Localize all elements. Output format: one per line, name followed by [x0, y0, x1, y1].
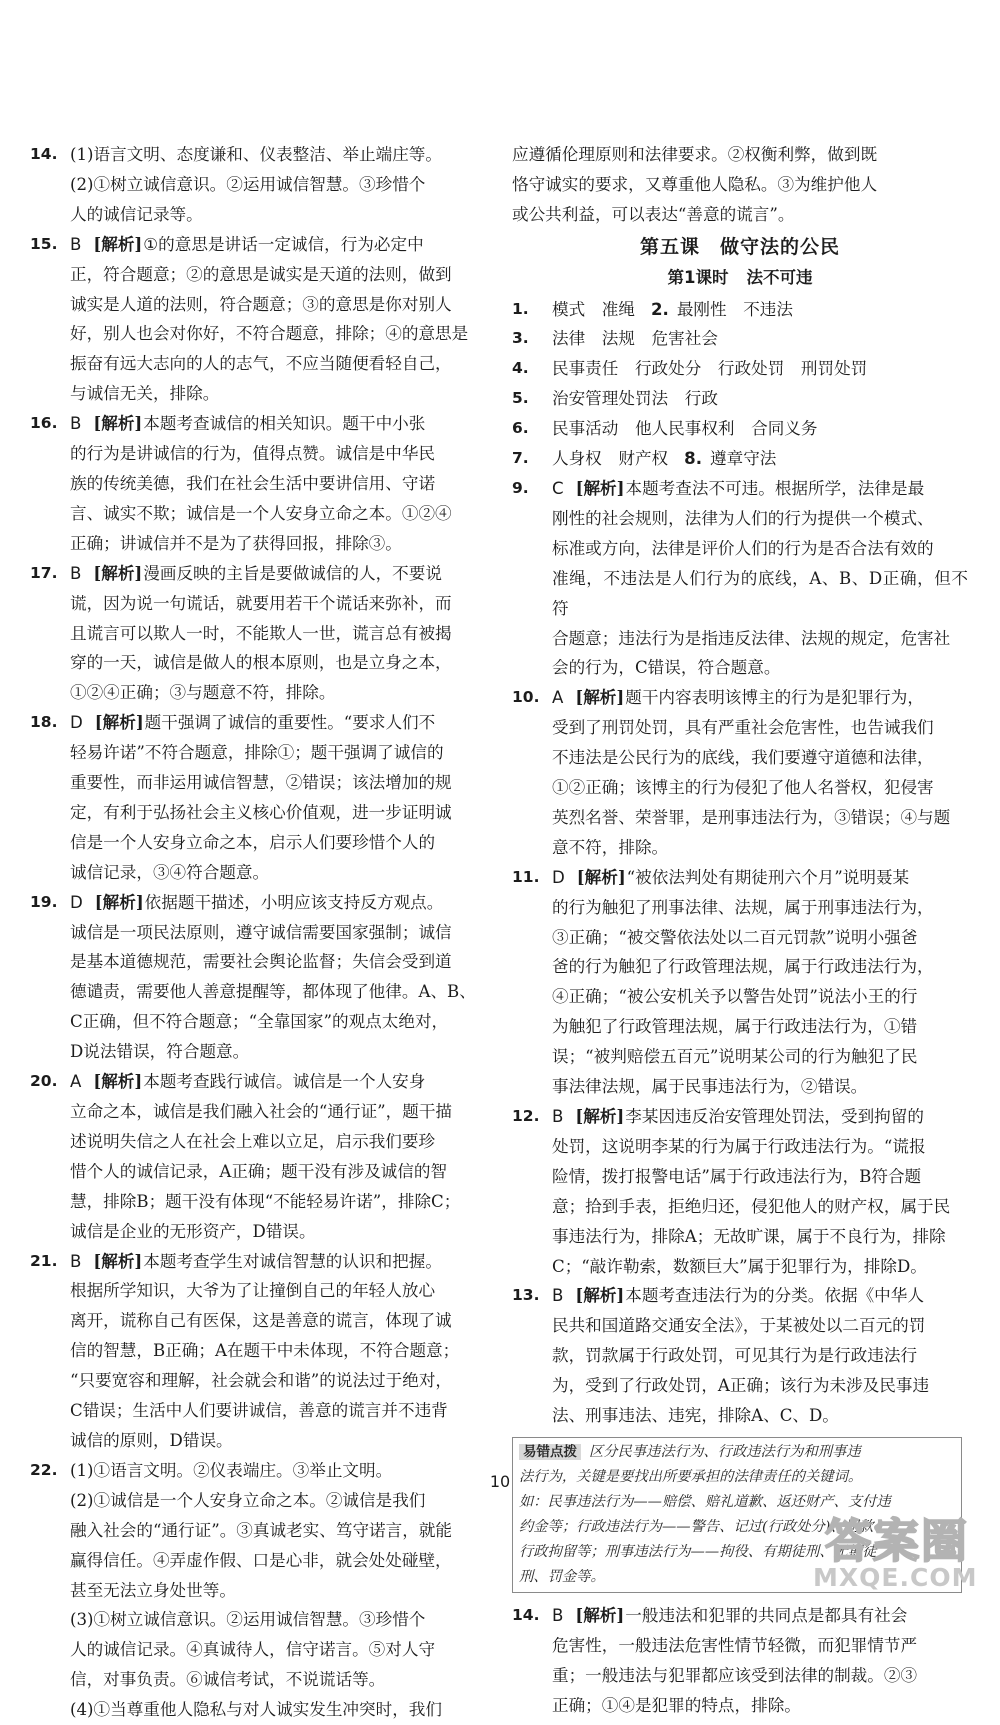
answer-line	[552, 1281, 968, 1311]
item-number: 4.	[512, 359, 529, 378]
answer-line	[70, 469, 485, 499]
short-answer-text: 民事活动 他人民事权利 合同义务	[552, 419, 818, 439]
answer-line	[70, 1635, 485, 1665]
analysis-tag: [解析]	[94, 712, 144, 733]
answer-line	[552, 1042, 968, 1072]
answer-text: 不违法是公民行为的底线，我们要遵守道德和法律，	[552, 748, 934, 768]
item-number: 13.	[512, 1286, 540, 1305]
answer-line	[552, 1401, 968, 1431]
item-number: 17.	[30, 563, 58, 582]
answer-text: 诚实是人道的法则，符合题意；③的意思是你对别人	[70, 294, 452, 314]
answer-line	[552, 982, 968, 1012]
answer-text: 题干内容表明该博主的行为是犯罪行为，	[625, 688, 924, 708]
answer-item	[30, 230, 485, 409]
answer-line	[70, 918, 485, 948]
answer-line	[70, 529, 485, 559]
answer-line	[70, 290, 485, 320]
answer-item	[512, 683, 968, 862]
answer-text: 定，有利于弘扬社会主义核心价值观，进一步证明诚	[70, 802, 452, 822]
answer-item	[30, 708, 485, 887]
answer-text: 款，罚款属于行政处罚，可见其行为是行政违法行	[552, 1346, 918, 1366]
answer-line	[70, 170, 485, 200]
answer-text: D说法错误，符合题意。	[70, 1042, 250, 1062]
continuation-line: 恪守诚实的要求，又尊重他人隐私。③为维护他人	[512, 174, 878, 194]
answer-line	[70, 230, 485, 260]
answer-line	[552, 1371, 968, 1401]
answer-line	[552, 743, 968, 773]
answer-item	[30, 559, 485, 709]
answer-item	[30, 140, 485, 230]
answer-line	[70, 1067, 485, 1097]
item-number: 3.	[512, 329, 529, 348]
answer-text: 述说明失信之人在社会上难以立足，启示我们要珍	[70, 1131, 436, 1151]
answer-text: 一般违法和犯罪的共同点是都具有社会	[625, 1605, 908, 1625]
answer-text: 谎，因为说一句谎话，就要用若干个谎话来弥补，而	[70, 593, 452, 613]
tip-line	[519, 1440, 955, 1465]
answer-text: 漫画反映的主旨是要做诚信的人，不要说	[143, 563, 442, 583]
answer-line	[70, 888, 485, 918]
answer-text: 诚信的原则，D错误。	[70, 1430, 233, 1450]
analysis-tag: [解析]	[93, 1071, 143, 1092]
lesson-title: 第五课 做守法的公民	[639, 235, 840, 258]
answer-text: 好，别人也会对你好，不符合题意，排除；④的意思是	[70, 324, 469, 344]
answer-text: (2)①树立诚信意识。②运用诚信智慧。③珍惜个	[70, 174, 426, 194]
answer-choice: B	[70, 1251, 82, 1271]
answer-line	[70, 768, 485, 798]
answer-text: “被依法判处有期徒刑六个月”说明聂某	[626, 867, 910, 887]
answer-text: 受到了刑罚处罚，具有严重社会危害性，也告诫我们	[552, 718, 934, 738]
short-answer-text: 遵章守法	[710, 449, 777, 469]
continuation-line: 或公共利益，可以表达“善意的谎言”。	[512, 204, 795, 224]
answer-text: 刚性的社会规则，法律为人们的行为提供一个模式、	[552, 508, 934, 528]
answer-line	[70, 828, 485, 858]
answer-line	[552, 1162, 968, 1192]
answer-line	[552, 683, 968, 713]
answer-choice: B	[70, 414, 82, 434]
answer-text: C；“敲诈勒索，数额巨大”属于犯罪行为，排除D。	[552, 1256, 927, 1276]
answer-text: 意；拾到手表，拒绝归还，侵犯他人的财产权，属于民	[552, 1196, 951, 1216]
answer-text: C错误；生活中人们要讲诚信，善意的谎言并不违背	[70, 1401, 448, 1421]
right-last-answer	[512, 1601, 968, 1721]
answer-line	[70, 798, 485, 828]
answer-text: 立命之本，诚信是我们融入社会的“通行证”，题干描	[70, 1102, 453, 1121]
period-heading	[512, 263, 968, 293]
short-answer-text: 治安管理处罚法 行政	[552, 389, 718, 409]
answer-text: 事法律法规，属于民事违法行为，②错误。	[552, 1077, 868, 1097]
item-number: 2.	[650, 299, 669, 319]
answer-item	[30, 409, 485, 559]
answer-line	[70, 140, 485, 170]
answer-line	[70, 589, 485, 619]
answer-text: ①②正确；该博主的行为侵犯了他人名誉权，犯侵害	[552, 778, 934, 798]
answer-line	[552, 1072, 968, 1102]
item-number: 11.	[512, 867, 540, 886]
answer-line	[70, 379, 485, 409]
answer-text: 会的行为，C错误，符合题意。	[552, 658, 781, 678]
answer-text: 诚信是企业的无形资产，D错误。	[70, 1221, 316, 1241]
answer-text: 标准或方向，法律是评价人们的行为是否合法有效的	[552, 538, 934, 558]
answer-choice: B	[70, 234, 82, 254]
answer-text: 正确；讲诚信并不是为了获得回报，排除③。	[70, 533, 402, 553]
answer-line	[552, 564, 968, 624]
answer-text: 诚信记录，③④符合题意。	[70, 862, 270, 882]
answer-line	[70, 1426, 485, 1456]
answer-text: 甚至无法立身处世等。	[70, 1580, 236, 1600]
answer-text: 爸的行为触犯了行政管理法规，属于行政违法行为，	[552, 957, 934, 977]
answer-line	[70, 1276, 485, 1306]
answer-text: 为触犯了行政管理法规，属于行政违法行为，①错	[552, 1017, 918, 1037]
analysis-tag: [解析]	[93, 413, 143, 434]
answer-text: (3)①树立诚信意识。②运用诚信智慧。③珍惜个	[70, 1610, 426, 1630]
short-answer-row	[512, 295, 968, 325]
item-number: 8.	[684, 449, 703, 469]
answer-text: 的行为是讲诚信的行为，值得点赞。诚信是中华民	[70, 444, 436, 464]
answer-line	[70, 1665, 485, 1695]
answer-item	[512, 1601, 968, 1721]
answer-text: 正确；①④是犯罪的特点，排除。	[552, 1695, 801, 1715]
answer-line	[70, 409, 485, 439]
answer-line	[552, 504, 968, 534]
answer-item	[512, 1281, 968, 1431]
answer-text: 且谎言可以欺人一时，不能欺人一世，谎言总有被揭	[70, 623, 452, 643]
analysis-tag: [解析]	[575, 477, 625, 498]
answer-text: 险情，拨打报警电话”属于行政违法行为，B符合题	[552, 1166, 922, 1186]
answer-text: ①的意思是讲话一定诚信，行为必定中	[143, 234, 424, 254]
answer-text: ③正确；“被交警依法处以二百元罚款”说明小强爸	[552, 927, 918, 947]
answer-text: 信是一个人安身立命之本，启示人们要珍惜个人的	[70, 832, 436, 852]
short-answer-row	[512, 324, 968, 354]
watermark-url: MXQE.COM	[813, 1563, 978, 1592]
item-number: 16.	[30, 414, 58, 433]
answer-line	[70, 200, 485, 230]
answer-line	[70, 738, 485, 768]
analysis-tag: [解析]	[575, 1604, 625, 1625]
item-number: 15.	[30, 234, 58, 253]
answer-text: 处罚，这说明李某的行为属于行政违法行为。“谎报	[552, 1136, 926, 1156]
answer-text: 的行为触犯了刑事法律、法规，属于刑事违法行为，	[552, 897, 934, 917]
answer-text: 为，受到了行政处罚，A正确；该行为未涉及民事违	[552, 1376, 930, 1396]
answer-choice: B	[552, 1605, 564, 1625]
answer-line	[70, 648, 485, 678]
answer-line	[552, 1661, 968, 1691]
answer-item	[30, 888, 485, 1067]
page-number: 10	[489, 1472, 511, 1491]
item-number: 5.	[512, 389, 529, 408]
tip-text: 法行为，关键是要找出所要承担的法律责任的关键词。	[519, 1468, 863, 1485]
answer-item	[512, 474, 968, 683]
answer-line	[70, 439, 485, 469]
answer-choice: B	[552, 1286, 564, 1306]
short-answer-row	[512, 354, 968, 384]
answer-item	[30, 1247, 485, 1456]
tip-text: 区分民事违法行为、行政违法行为和刑事违	[589, 1443, 861, 1460]
tip-title: 易错点拨	[519, 1444, 581, 1460]
answer-text: 本题考查诚信的相关知识。题干中小张	[143, 414, 426, 434]
item-number: 18.	[30, 713, 58, 732]
answer-line	[70, 1396, 485, 1426]
answer-text: 准绳，不违法是人们行为的底线，A、B、D正确，但不符	[552, 568, 968, 618]
answer-text: C正确，但不符合题意；“全靠国家”的观点太绝对，	[70, 1012, 449, 1032]
answer-line	[70, 1605, 485, 1635]
short-answer-text: 人身权 财产权	[552, 449, 669, 469]
answer-line	[70, 678, 485, 708]
answer-line	[70, 1695, 485, 1725]
answer-choice: C	[552, 478, 564, 498]
answer-line	[70, 1306, 485, 1336]
answer-text: 李某因违反治安管理处罚法，受到拘留的	[625, 1107, 924, 1126]
answer-line	[552, 1192, 968, 1222]
answer-choice: A	[70, 1072, 82, 1092]
tip-text: 约金等；行政违法行为——警告、记过(行政处分)、罚款、	[519, 1518, 888, 1535]
answer-line	[552, 773, 968, 803]
answer-line	[552, 1341, 968, 1371]
analysis-tag: [解析]	[93, 233, 143, 254]
answer-text: 离开，谎称自己有医保，这是善意的谎言，体现了诚	[70, 1311, 452, 1331]
item-number: 22.	[30, 1460, 58, 1479]
answer-text: 法、刑事违法、违宪，排除A、C、D。	[552, 1406, 839, 1426]
answer-line	[552, 1102, 968, 1132]
answer-choice: B	[70, 563, 82, 583]
tip-text: 刑、罚金等。	[519, 1568, 605, 1585]
answer-text: (4)①当尊重他人隐私与对人诚实发生冲突时，我们	[70, 1700, 442, 1720]
answer-line	[70, 1037, 485, 1067]
answer-item	[512, 863, 968, 1102]
answer-text: 依据题干描述，小明应该支持反方观点。	[144, 892, 444, 912]
answer-choice: D	[70, 713, 83, 733]
answer-text: 意不符，排除。	[552, 837, 669, 857]
answer-line	[552, 1252, 968, 1282]
answer-line	[70, 977, 485, 1007]
answer-item	[30, 1456, 485, 1725]
short-answer-text: 民事责任 行政处分 行政处罚 刑罚处罚	[552, 359, 868, 379]
tip-text: 行政拘留等；刑事违法行为——拘役、有期徒刑、无期徒	[519, 1543, 877, 1560]
short-answer-row	[512, 384, 968, 414]
item-number: 21.	[30, 1251, 58, 1270]
answer-line	[70, 1187, 485, 1217]
answer-text: 轻易许诺”不符合题意，排除①；题干强调了诚信的	[70, 743, 444, 763]
item-number: 14.	[30, 145, 58, 163]
answer-line	[70, 1247, 485, 1277]
analysis-tag: [解析]	[94, 891, 144, 912]
answer-line	[552, 863, 968, 893]
item-number: 12.	[512, 1107, 540, 1125]
item-number: 20.	[30, 1072, 58, 1091]
answer-choice: D	[70, 892, 83, 912]
answer-text: (1)①语言文明。②仪表端庄。③举止文明。	[70, 1460, 393, 1480]
item-number: 6.	[512, 419, 529, 438]
answer-line	[70, 319, 485, 349]
period-name: 法不可违	[746, 267, 813, 287]
answer-text: 误；“被判赔偿五百元”说明某公司的行为触犯了民	[552, 1047, 918, 1067]
answer-text: 英烈名誉、荣誉罪，是刑事违法行为，③错误；④与题	[552, 807, 951, 827]
answer-item	[512, 1102, 968, 1281]
answer-line	[552, 1631, 968, 1661]
analysis-tag: [解析]	[575, 687, 625, 708]
answer-line	[70, 1516, 485, 1546]
answer-line	[70, 1336, 485, 1366]
answer-line	[552, 952, 968, 982]
answer-text: 信的智慧，B正确；A在题干中未体现，不符合题意；	[70, 1341, 460, 1361]
period-label: 第1课时	[667, 267, 729, 287]
watermark-logo-mark: 答案圈	[825, 1514, 969, 1568]
answer-line	[70, 947, 485, 977]
analysis-tag: [解析]	[576, 866, 626, 887]
answer-text: 正，符合题意；②的意思是诚实是天道的法则，做到	[70, 264, 452, 284]
answer-text: 本题考查践行诚信。诚信是一个人安身	[143, 1072, 426, 1092]
item-number: 10.	[512, 688, 540, 707]
watermark-logo	[805, 1505, 995, 1595]
answer-text: 民共和国道路交通安全法》，于某被处以二百元的罚	[552, 1316, 926, 1336]
answer-text: 本题考查违法行为的分类。依据《中华人	[625, 1286, 924, 1306]
answer-text: 惜个人的诚信记录，A正确；题干没有涉及诚信的智	[70, 1161, 448, 1181]
item-number: 14.	[512, 1605, 540, 1624]
answer-text: 危害性，一般违法危害性情节轻微，而犯罪情节严	[552, 1635, 918, 1655]
continuation-line: 应遵循伦理原则和法律要求。②权衡利弊，做到既	[512, 145, 878, 164]
answer-text: 人的诚信记录等。	[70, 204, 203, 224]
answer-text: 是基本道德规范，需要社会舆论监督；失信会受到道	[70, 952, 452, 972]
answer-text: 赢得信任。④弄虚作假、口是心非，就会处处碰壁，	[70, 1550, 452, 1570]
answer-line	[70, 260, 485, 290]
answer-line	[70, 1157, 485, 1187]
answer-text: 合题意；违法行为是指违反法律、法规的规定，危害社	[552, 628, 951, 648]
answer-line	[70, 1127, 485, 1157]
short-answer-row	[512, 444, 968, 474]
short-answer-text: 法律 法规 危害社会	[552, 329, 718, 349]
short-answer-row	[512, 414, 968, 444]
answer-text: 本题考查法不可违。根据所学，法律是最	[625, 478, 925, 498]
answer-line	[552, 653, 968, 683]
answer-text: 重要性，而非运用诚信智慧，②错误；该法增加的规	[70, 773, 452, 793]
answer-line	[70, 499, 485, 529]
answer-item	[30, 1067, 485, 1246]
item-number: 19.	[30, 892, 58, 911]
short-answer-text: 模式 准绳	[552, 299, 635, 319]
item-number: 7.	[512, 449, 529, 468]
answer-text: (1)语言文明、态度谦和、仪表整洁、举止端庄等。	[70, 145, 442, 164]
answer-text: 诚信是一项民法原则，遵守诚信需要国家强制；诚信	[70, 922, 452, 942]
analysis-tag: [解析]	[575, 1106, 625, 1126]
answer-line	[552, 1222, 968, 1252]
answer-text: 人的诚信记录。④真诚待人，信守诺言。⑤对人守	[70, 1640, 436, 1660]
answer-text: 与诚信无关，排除。	[70, 384, 220, 404]
answer-line	[70, 1546, 485, 1576]
item-number: 1.	[512, 299, 529, 318]
answer-line	[70, 858, 485, 888]
answer-text: 德谴责，需要他人善意提醒等，都体现了他律。A、B、	[70, 982, 476, 1002]
answer-text: 慧，排除B；题干没有体现“不能轻易许诺”，排除C；	[70, 1191, 461, 1211]
right-answer-list	[512, 474, 968, 1431]
answer-text: 信，对事负责。⑥诚信考试，不说谎话等。	[70, 1670, 386, 1690]
answer-line	[552, 1012, 968, 1042]
answer-line	[552, 893, 968, 923]
answer-line	[70, 1007, 485, 1037]
answer-line	[70, 1576, 485, 1606]
answer-line	[552, 803, 968, 833]
answer-line	[552, 833, 968, 863]
answer-text: 本题考查学生对诚信智慧的认识和把握。	[143, 1251, 442, 1271]
tip-text: 如：民事违法行为——赔偿、赔礼道歉、返还财产、支付违	[519, 1493, 891, 1510]
answer-line	[552, 1691, 968, 1721]
answer-text: 族的传统美德，我们在社会生活中要讲信用、守诺	[70, 473, 436, 493]
answer-line	[552, 1132, 968, 1162]
answer-line	[552, 474, 968, 504]
answer-choice: B	[552, 1107, 564, 1126]
answer-text: ①②④正确；③与题意不符，排除。	[70, 683, 336, 703]
short-answer-text: 最刚性 不违法	[676, 299, 793, 319]
answer-line	[552, 1601, 968, 1631]
answer-line	[552, 534, 968, 564]
answer-text: 融入社会的“通行证”。③真诚老实、笃守诺言，就能	[70, 1520, 453, 1540]
previous-answer-continuation	[512, 140, 968, 230]
analysis-tag: [解析]	[575, 1285, 625, 1306]
answer-text: 根据所学知识，大爷为了让撞倒自己的年轻人放心	[70, 1281, 436, 1301]
answer-text: (2)①诚信是一个人安身立命之本。②诚信是我们	[70, 1490, 426, 1510]
answer-line	[552, 624, 968, 654]
answer-line	[70, 1217, 485, 1247]
answer-line	[70, 349, 485, 379]
answer-text: 振奋有远大志向的人的志气，不应当随便看轻自己，	[70, 354, 452, 374]
answer-text: 题干强调了诚信的重要性。“要求人们不	[144, 713, 436, 733]
answer-line	[70, 1097, 485, 1127]
answer-choice: A	[552, 688, 564, 708]
analysis-tag: [解析]	[93, 1250, 143, 1271]
answer-choice: D	[552, 867, 565, 887]
answer-line	[70, 1366, 485, 1396]
item-number: 9.	[512, 478, 529, 497]
answer-text: 事违法行为，排除A；无故旷课，属于不良行为，排除	[552, 1226, 946, 1246]
answer-text: 穿的一天，诚信是做人的根本原则，也是立身之本，	[70, 653, 452, 673]
short-answers	[512, 295, 968, 474]
answer-text: 言、诚实不欺；诚信是一个人安身立命之本。①②④	[70, 503, 452, 523]
answer-line	[552, 1311, 968, 1341]
answer-line	[552, 923, 968, 953]
analysis-tag: [解析]	[93, 562, 143, 583]
answer-line	[70, 619, 485, 649]
answer-line	[552, 713, 968, 743]
answer-text: 重；一般违法与犯罪都应该受到法律的制裁。②③	[552, 1665, 918, 1685]
answer-line	[70, 708, 485, 738]
answer-text: ④正确；“被公安机关予以警告处罚”说法小王的行	[552, 987, 918, 1007]
answer-text: “只要宽容和理解，社会就会和谐”的说法过于绝对，	[70, 1371, 453, 1391]
answer-line	[70, 559, 485, 589]
